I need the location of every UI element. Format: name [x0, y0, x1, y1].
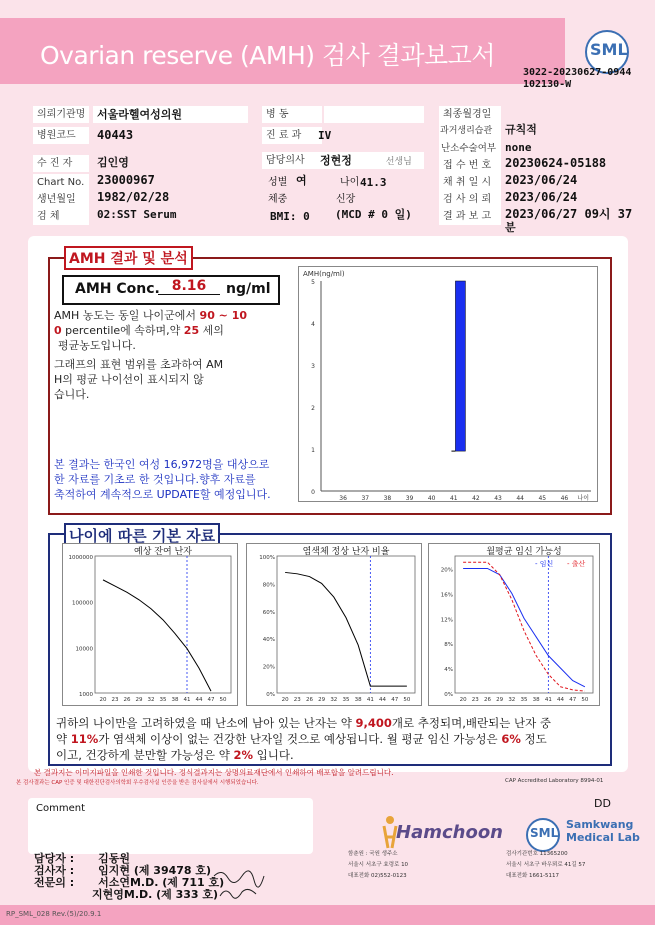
chart2-x-tick: 50	[403, 697, 411, 703]
amh-conc-label: AMH Conc.	[75, 281, 160, 297]
department-value: IV	[318, 129, 332, 142]
chart1-x-tick: 47	[207, 697, 215, 703]
amh-y-tick: 5	[311, 279, 315, 286]
chart3-y-tick: 20%	[440, 567, 453, 574]
cap-number: CAP Accredited Laboratory 8994-01	[505, 778, 604, 784]
amh-x-tick: 45	[538, 495, 547, 502]
amh-x-tick: 36	[339, 495, 347, 502]
chart1-x-tick: 23	[111, 697, 119, 703]
cycle-label: 과거생리습관	[439, 123, 501, 140]
egg-count-chart	[62, 543, 238, 706]
sex-label: 성별	[268, 177, 288, 188]
amh-range-note: 그래프의 표현 범위를 초과하여 AM H의 평균 나이선이 표시되지 않 습니다.	[54, 358, 224, 401]
doctor-value: 정현정 선생님	[316, 152, 424, 169]
specimen-value: 02:SST Serum	[97, 208, 177, 221]
document-number: 3022-20230627-0944 102130-W	[523, 67, 632, 90]
mcd-value: (MCD # 0 일)	[335, 208, 412, 221]
chart3-x-tick: 41	[544, 697, 552, 703]
hamchoon-address: 함춘원 : 국원 생주소 서울시 서초구 효령로 10 대표전화 02)552-0123	[348, 851, 409, 879]
chart3-y-tick: 0%	[444, 692, 453, 698]
basic-data-title: 나이에 따른 기본 자료	[64, 523, 220, 548]
chart3-x-tick: 35	[520, 697, 528, 703]
request-label: 검 사 의 뢰	[439, 191, 501, 208]
weight-label: 체중	[268, 194, 288, 205]
chart1-x-tick: 41	[183, 697, 191, 703]
amh-x-tick: 38	[383, 495, 392, 502]
report-date-cont: 분	[505, 221, 516, 234]
lmp-label: 최종월경일	[439, 106, 501, 123]
chart2-x-tick: 20	[281, 697, 289, 703]
chart1-x-tick: 38	[171, 697, 179, 703]
age-label: 나이	[340, 177, 360, 188]
chart2-x-tick: 44	[379, 697, 387, 703]
department-label: 진 료 과	[262, 127, 322, 144]
specimen-label: 검 체	[33, 208, 89, 225]
chart3-legend-1: - 출산	[567, 560, 586, 568]
chart2-title: 염색체 정상 난자 비율	[302, 547, 390, 557]
form-code: RP_SML_028 Rev.(5)/20.9.1	[6, 910, 102, 918]
chart3-legend-0: - 임신	[535, 560, 554, 568]
chart1-y-tick: 1000	[79, 692, 93, 698]
amh-xlabel: 나이	[577, 495, 589, 502]
pregnancy-chance-chart	[428, 543, 600, 706]
doctor-label: 담당의사	[262, 152, 322, 169]
print-note: 본 결과지는 이미지파일을 인쇄한 것입니다. 정식결과지는 상명의료재단에서 인쇄하여 배포합을 알려드립니다.	[34, 768, 394, 777]
chart1-x-tick: 32	[147, 697, 155, 703]
ward-value	[324, 106, 424, 123]
chart1-x-tick: 35	[159, 697, 167, 703]
hospital-code-value: 40443	[97, 128, 134, 142]
chart3-x-tick: 26	[483, 697, 491, 703]
samkwang-address: 검사기관번호 11365200 서울시 서초구 바우뫼로 41길 57 대표전화 1661-5117	[506, 851, 586, 879]
height-label: 신장	[336, 194, 356, 205]
chart1-y-tick: 1000000	[68, 555, 93, 561]
amh-chart	[298, 266, 598, 502]
receipt-value: 20230624-05188	[505, 156, 607, 170]
amh-y-tick: 0	[311, 489, 315, 496]
amh-y-tick: 3	[311, 363, 315, 370]
chart3-x-tick: 44	[557, 697, 565, 703]
birth-label: 생년월일	[33, 191, 89, 208]
chart1-y-tick: 10000	[75, 646, 93, 653]
request-value: 2023/06/24	[505, 190, 578, 204]
chart3-x-tick: 50	[581, 697, 589, 703]
amh-analysis-text: AMH 농도는 동일 나이군에서 90 ~ 10 0 percentile에 속하며,약 25 세의 평균농도입니다.	[54, 309, 248, 352]
chart3-x-tick: 23	[471, 697, 479, 703]
chart3-plot-area	[455, 556, 593, 693]
signers: 담당자 : 김동원 검사자 : 임지현 (제 39478 호) 전문의 : 서소연M.D. (제 711 호) 지현영M.D. (제 333 호)	[34, 852, 225, 901]
chart1-plot-area	[95, 556, 231, 693]
surgery-label: 난소수술여부	[439, 140, 501, 157]
chart2-x-tick: 26	[305, 697, 313, 703]
report-date-label: 결 과 보 고	[439, 208, 501, 225]
chart1-x-tick: 50	[219, 697, 227, 703]
chart3-x-tick: 38	[532, 697, 540, 703]
chart1-title: 예상 잔여 난자	[134, 547, 192, 557]
chart-value: 23000967	[97, 173, 155, 187]
amh-x-tick: 42	[472, 495, 480, 502]
chart3-title: 월평균 임신 가능성	[486, 547, 562, 557]
chart1-x-tick: 44	[195, 697, 203, 703]
chart3-y-tick: 12%	[440, 617, 453, 624]
amh-y-tick: 2	[311, 405, 315, 412]
amh-x-tick: 44	[516, 495, 525, 502]
chart1-x-tick: 26	[123, 697, 131, 703]
chart3-x-tick: 47	[569, 697, 577, 703]
amh-x-tick: 46	[560, 495, 569, 502]
samkwang-logo-text: SML	[530, 826, 559, 840]
chart2-x-tick: 23	[293, 697, 301, 703]
chart3-x-tick: 29	[496, 697, 504, 703]
surgery-value: none	[505, 141, 532, 154]
chart3-y-tick: 4%	[444, 667, 453, 674]
amh-ylabel: AMH(ng/ml)	[303, 270, 345, 278]
hamchoon-name: Hamchoon	[396, 822, 503, 843]
amh-y-tick: 4	[311, 321, 315, 328]
chart2-x-tick: 41	[366, 697, 374, 703]
chart2-x-tick: 32	[330, 697, 338, 703]
chart3-y-tick: 16%	[440, 592, 453, 599]
patient-label: 수 진 자	[33, 155, 89, 172]
chart1-x-tick: 29	[135, 697, 143, 703]
amh-section-title: AMH 결과 및 분석	[64, 246, 193, 270]
chart2-x-tick: 35	[342, 697, 350, 703]
chart2-x-tick: 47	[391, 697, 399, 703]
amh-x-tick: 41	[449, 495, 458, 502]
amh-x-tick: 40	[427, 495, 436, 502]
signature-image	[210, 866, 270, 902]
normal-egg-ratio-chart	[246, 543, 422, 706]
chart2-y-tick: 20%	[262, 664, 275, 671]
patient-value: 김인영	[97, 156, 129, 169]
chart-label: Chart No.	[33, 174, 89, 191]
receipt-label: 접 수 번 호	[439, 157, 501, 174]
comment-label: Comment	[36, 803, 85, 814]
sml-logo-text: SML	[590, 40, 628, 59]
amh-bar	[455, 281, 465, 451]
institution-label: 의뢰기관명	[33, 106, 89, 123]
cycle-value: 규칙적	[505, 123, 537, 136]
samkwang-name: Samkwang Medical Lab	[566, 818, 640, 844]
birth-value: 1982/02/28	[97, 190, 170, 204]
institution-value: 서울라헬여성의원	[93, 106, 248, 123]
chart1-y-tick: 100000	[72, 600, 93, 607]
report-title: Ovarian reserve (AMH) 검사 결과보고서	[40, 41, 495, 70]
amh-y-tick: 1	[311, 447, 315, 454]
chart3-x-tick: 32	[508, 697, 516, 703]
amh-x-tick: 43	[494, 495, 502, 502]
chart2-y-tick: 60%	[262, 609, 275, 616]
bmi-value: BMI: 0	[270, 210, 310, 223]
collect-label: 채 취 일 시	[439, 174, 501, 191]
cap-note: 본 검사결과는 CAP 인증 및 대한진단검사의학회 우수검사실 인증을 받은 검사실에서 시행되었습니다.	[16, 780, 259, 786]
chart2-plot-area	[277, 556, 415, 693]
chart2-x-tick: 29	[318, 697, 326, 703]
hospital-code-label: 병원코드	[33, 127, 89, 144]
amh-x-tick: 39	[405, 495, 414, 502]
amh-conc-value: 8.16	[158, 278, 220, 295]
chart2-y-tick: 0%	[266, 692, 275, 698]
amh-x-tick: 37	[361, 495, 370, 502]
dd-mark: DD	[594, 797, 611, 810]
report-date-value: 2023/06/27 09시 37	[505, 207, 633, 221]
sex-value: 여	[296, 174, 307, 187]
chart1-x-tick: 20	[99, 697, 107, 703]
chart3-x-tick: 20	[459, 697, 467, 703]
chart2-y-tick: 80%	[262, 582, 275, 589]
basic-data-summary: 귀하의 나이만을 고려하였을 때 난소에 남아 있는 난자는 약 9,400개로 추정되며,배란되는 난자 중 약 11%가 염색체 이상이 없는 건강한 난자일 것으로 예상됩니다. 월 평균 임신 가능성은 6% 정도 이고, 건강하게 분만할 가능성은 약 2% 입니다.	[56, 716, 551, 762]
chart2-x-tick: 38	[354, 697, 362, 703]
ward-label: 병 동	[262, 106, 322, 123]
chart2-y-tick: 100%	[259, 555, 275, 561]
collect-value: 2023/06/24	[505, 173, 578, 187]
amh-conc-unit: ng/ml	[226, 281, 271, 297]
chart3-y-tick: 8%	[444, 642, 453, 649]
age-value: 41.3	[360, 176, 387, 189]
chart2-y-tick: 40%	[262, 637, 275, 644]
amh-data-note: 본 결과는 한국인 여성 16,972명을 대상으로 한 자료를 기초로 한 것입니다.향후 자료를 축적하여 계속적으로 UPDATE할 예정입니다.	[54, 458, 271, 501]
